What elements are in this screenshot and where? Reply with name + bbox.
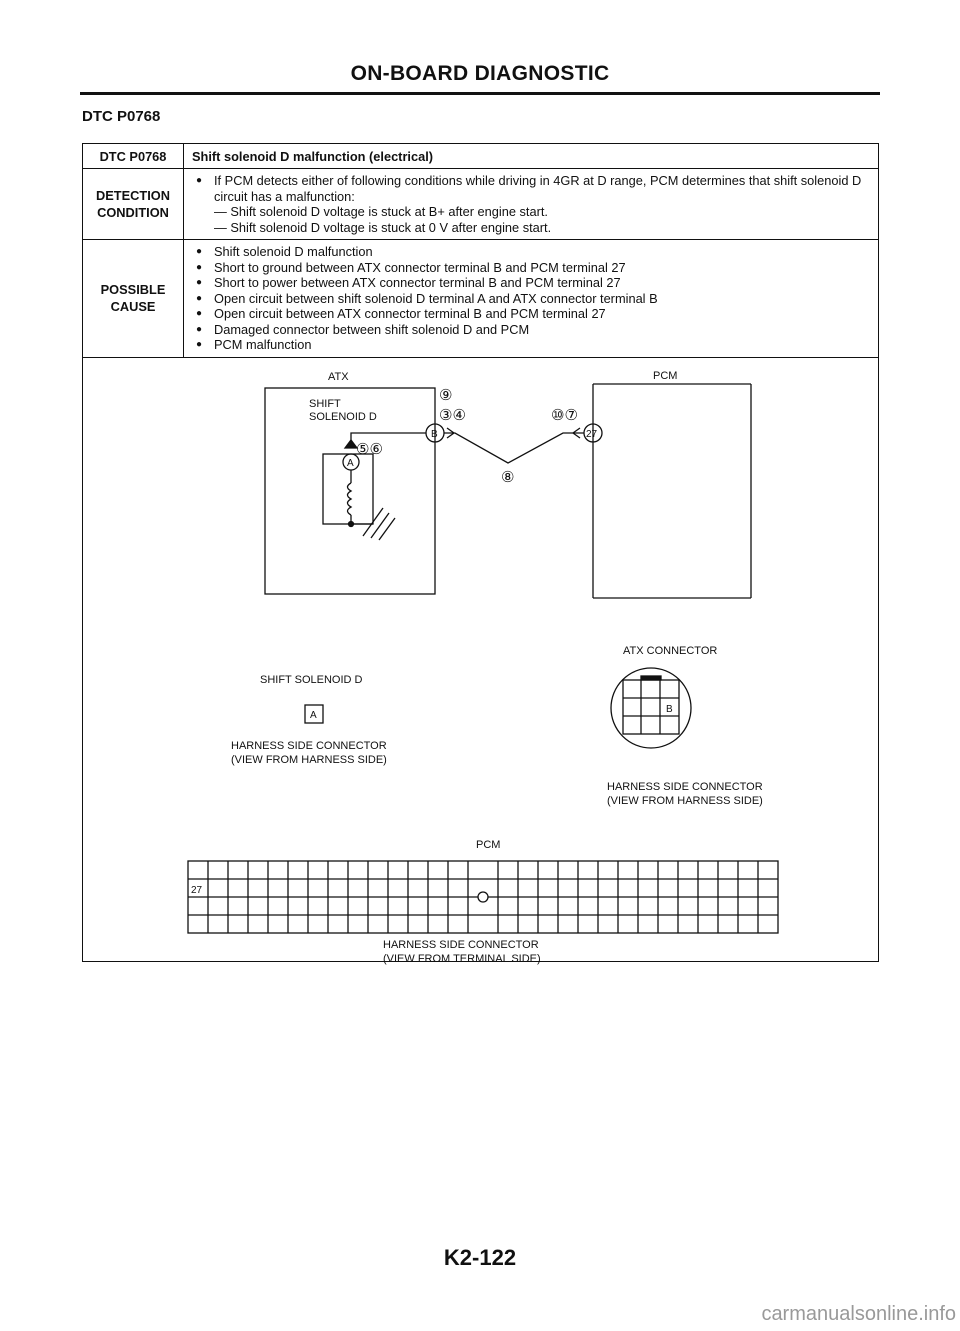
atx-conn-caption-1: HARNESS SIDE CONNECTOR — [607, 780, 763, 793]
dtc-code-cell: DTC P0768 — [83, 144, 184, 169]
ref-5-6: ⑤⑥ — [356, 440, 383, 458]
ref-3-4: ③④ — [439, 406, 466, 424]
pcm-conn-caption-1: HARNESS SIDE CONNECTOR — [383, 938, 539, 951]
wiring-diagram — [83, 358, 878, 965]
detection-sub-2: — Shift solenoid D voltage is stuck at 0 V after engine start. — [214, 219, 552, 235]
detection-bullet: ● If PCM detects either of following conditions while driving in 4GR at D range, PCM determines that shift solenoid D circuit has a malfunction: — [194, 173, 870, 204]
cause-label-line-2: CAUSE — [110, 299, 156, 315]
shift-label-line-2: SOLENOID D — [309, 410, 377, 423]
sol-conn-terminal: A — [310, 709, 317, 721]
section-label: DTC P0768 — [82, 108, 161, 125]
terminal-b-label: B — [431, 428, 438, 440]
atx-conn-title: ATX CONNECTOR — [623, 644, 718, 657]
detection-row — [83, 169, 879, 240]
sol-conn-title: SHIFT SOLENOID D — [260, 673, 363, 686]
dtc-table — [82, 143, 879, 965]
pcm-label: PCM — [653, 369, 678, 382]
cause-label-line-1: POSSIBLE — [100, 282, 166, 298]
sol-conn-caption-1: HARNESS SIDE CONNECTOR — [231, 739, 387, 752]
circuit-wire — [444, 433, 584, 463]
pcm-conn-terminal: 27 — [191, 884, 203, 896]
cause-item: ● Damaged connector between shift solenoid D and PCM — [194, 322, 870, 338]
diagram-cell — [83, 357, 879, 965]
detection-label-line-1: DETECTION — [96, 188, 170, 203]
ground-icon-line-3 — [379, 518, 395, 540]
cause-item: ● Short to ground between ATX connector terminal B and PCM terminal 27 — [194, 260, 870, 276]
cause-item: ● Shift solenoid D malfunction — [194, 244, 870, 260]
header-rule — [80, 92, 880, 95]
ref-9: ⑨ — [439, 386, 453, 404]
ground-icon-line-2 — [371, 513, 389, 538]
detection-label-line-2: CONDITION — [97, 205, 169, 220]
cause-content-cell — [184, 240, 879, 358]
solenoid-coil-icon — [348, 483, 352, 515]
pcm-conn-caption-2: (VIEW FROM TERMINAL SIDE) — [383, 952, 541, 965]
atx-conn-terminal: B — [666, 703, 673, 715]
terminal-27-label: 27 — [586, 428, 598, 440]
cause-item: ● Open circuit between shift solenoid D terminal A and ATX connector terminal B — [194, 291, 870, 307]
detection-label-cell — [83, 169, 184, 240]
sol-conn-caption-2: (VIEW FROM HARNESS SIDE) — [231, 753, 387, 766]
page-header-title: ON-BOARD DIAGNOSTIC — [350, 62, 610, 85]
watermark: carmanualsonline.info — [761, 1303, 956, 1325]
ref-8: ⑧ — [501, 468, 515, 486]
cause-item: ● Open circuit between ATX connector terminal B and PCM terminal 27 — [194, 306, 870, 322]
pcm-conn-center-hole — [478, 892, 488, 902]
pcm-conn-title: PCM — [476, 838, 501, 851]
terminal-a-label: A — [347, 457, 354, 469]
shift-label-line-1: SHIFT — [309, 397, 341, 410]
detection-content-cell — [184, 169, 879, 240]
diagram-row — [83, 357, 879, 961]
cause-item: ● PCM malfunction — [194, 337, 870, 353]
dtc-header-row — [83, 144, 879, 169]
ref-10-7: ⑩⑦ — [551, 406, 578, 424]
atx-label: ATX — [328, 370, 349, 383]
cause-item: ● Short to power between ATX connector terminal B and PCM terminal 27 — [194, 275, 870, 291]
cause-row — [83, 240, 879, 358]
atx-conn-caption-2: (VIEW FROM HARNESS SIDE) — [607, 794, 763, 807]
cause-label-cell — [83, 240, 184, 358]
dtc-description-cell: Shift solenoid D malfunction (electrical) — [184, 144, 879, 169]
detection-sub-1: — Shift solenoid D voltage is stuck at B+ after engine start. — [214, 204, 548, 219]
page-number: K2-122 — [443, 1245, 517, 1270]
